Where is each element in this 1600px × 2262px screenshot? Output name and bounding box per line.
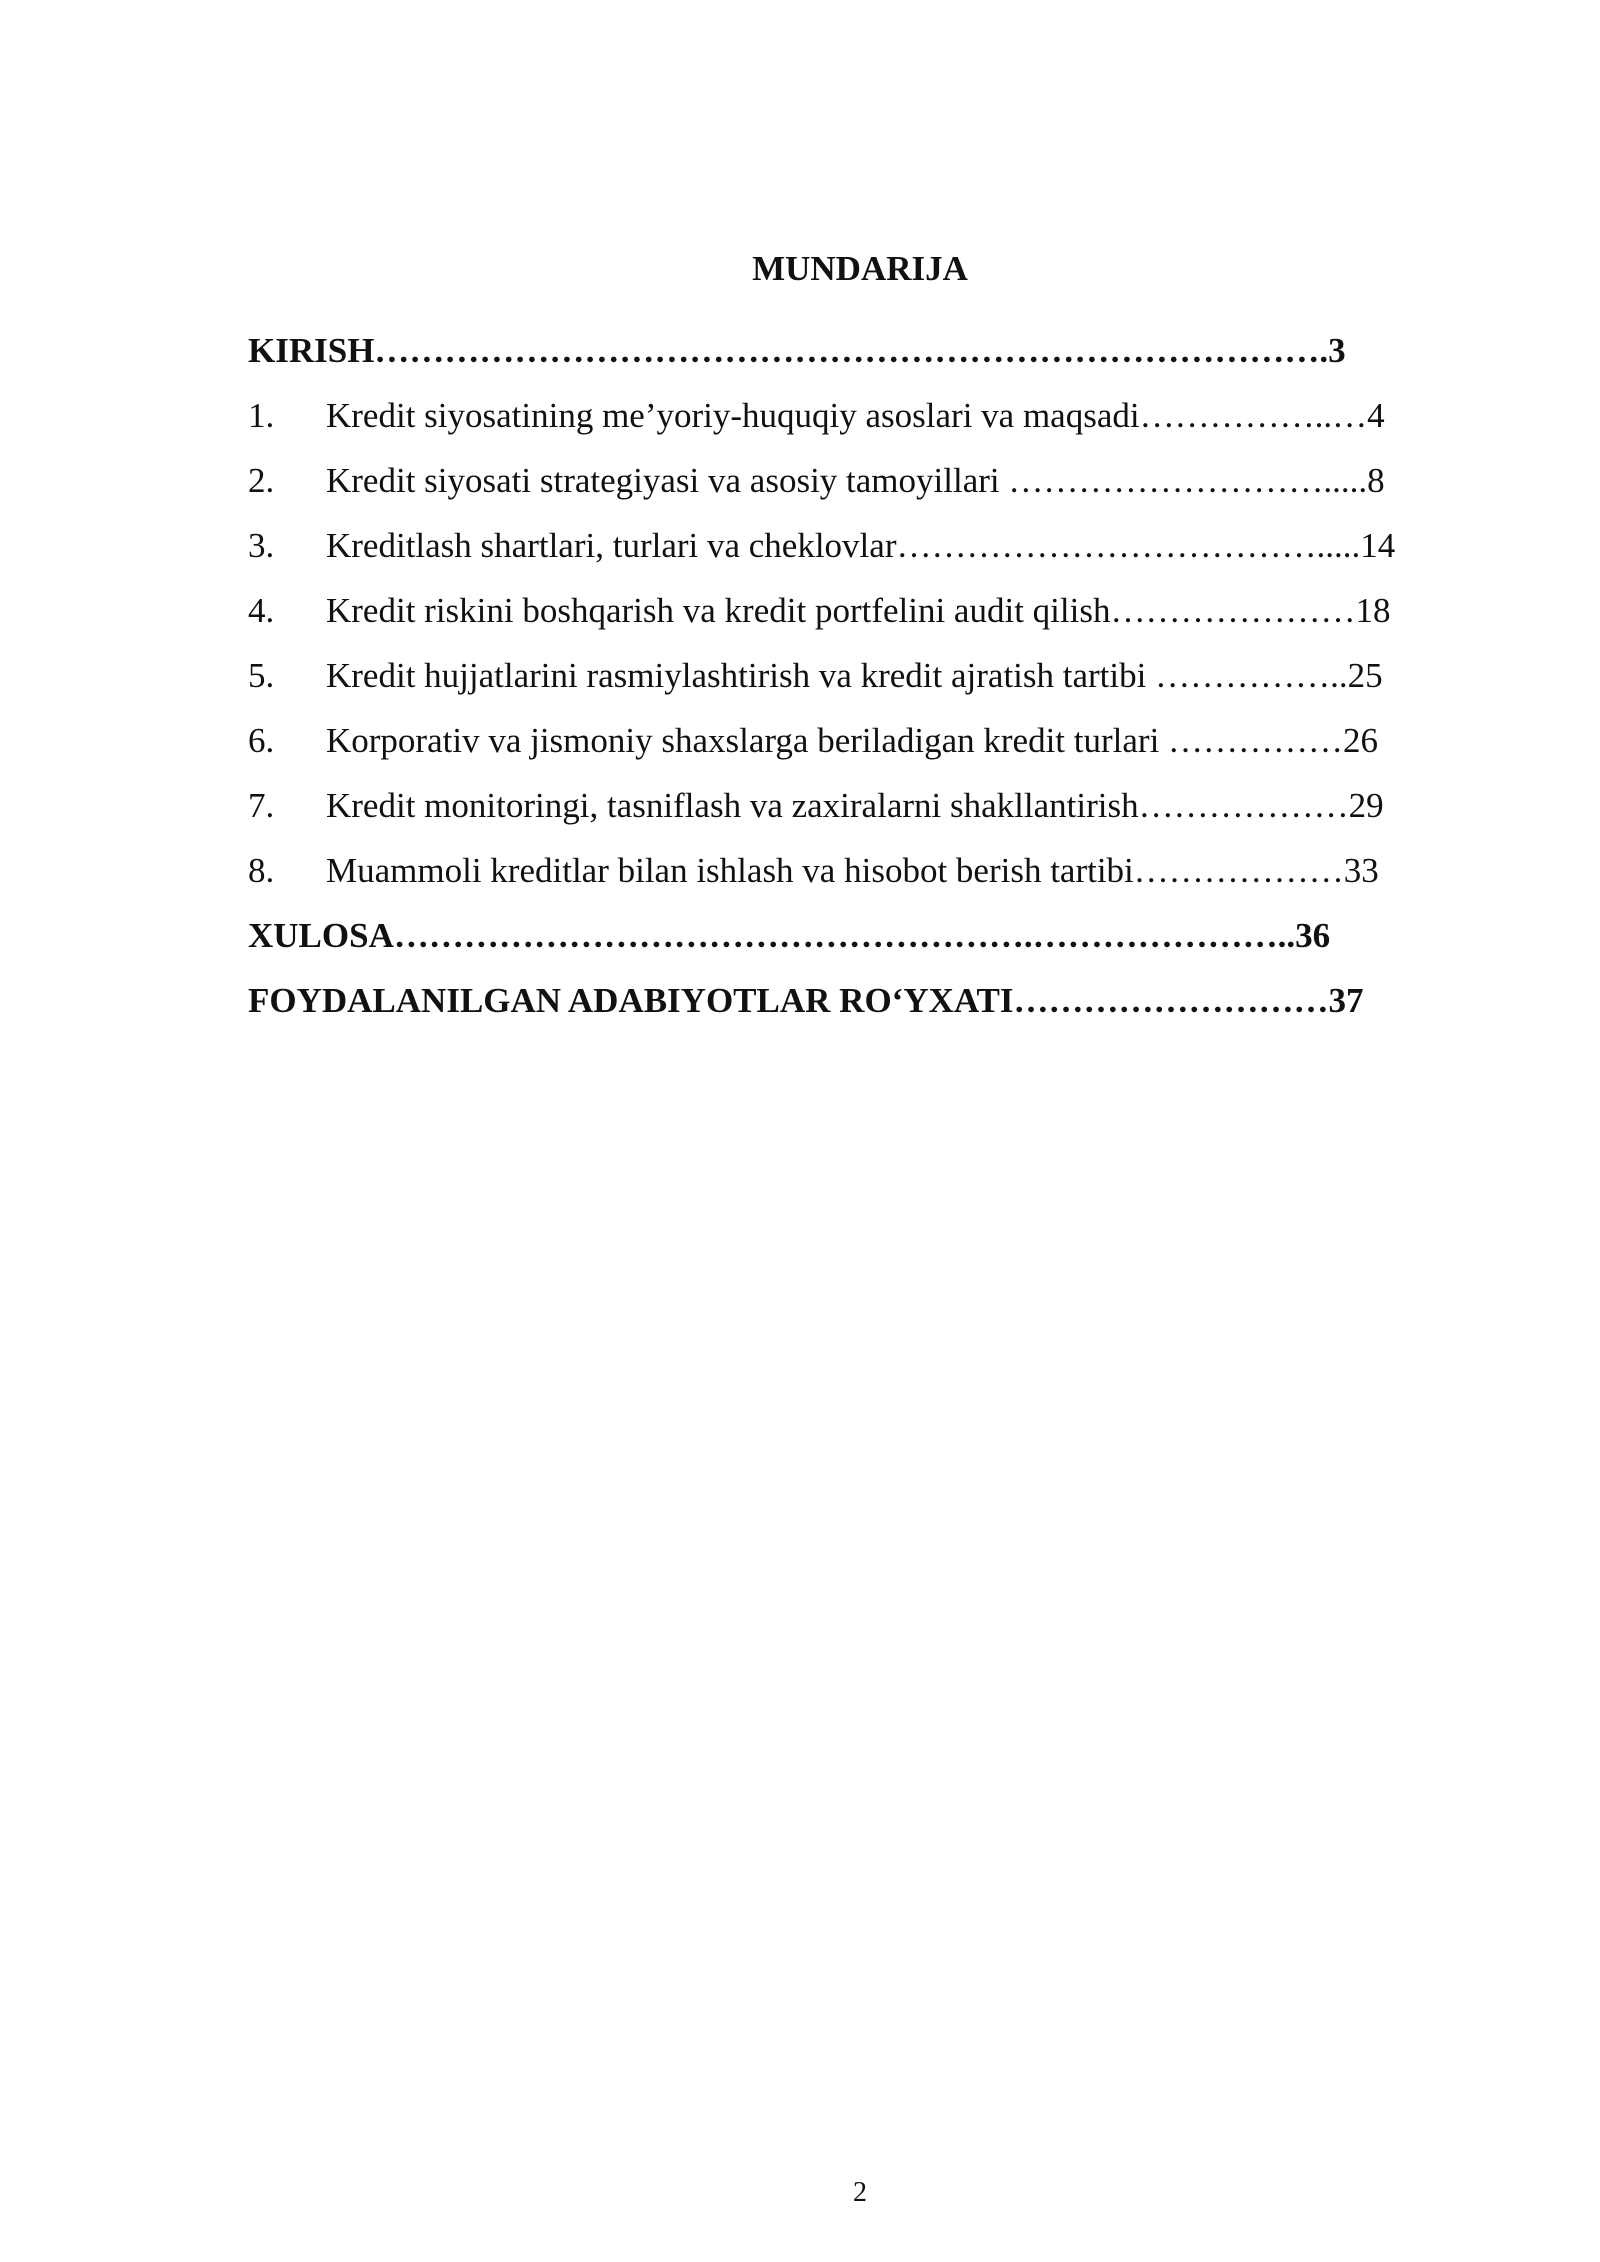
toc-entry-number: 4. [248, 591, 275, 630]
toc-entry-references [248, 980, 1364, 1022]
toc-entry-2 [248, 460, 1385, 502]
toc-entry-text: Kredit siyosatining me’yoriy-huquqiy asoslari va maqsadi……………..…4 [326, 396, 1385, 435]
toc-entry-8 [248, 850, 1379, 892]
toc-entry-number: 7. [248, 786, 275, 825]
toc-entry-number: 1. [248, 396, 275, 435]
toc-entry-number: 2. [248, 461, 275, 500]
toc-entry-number: 5. [248, 656, 275, 695]
toc-entry-text: XULOSA……………………………………………….…………………..36 [248, 916, 1331, 955]
toc-entry-4 [248, 590, 1390, 632]
toc-entry-text: Kredit monitoringi, tasniflash va zaxiralarni shakllantirish………………29 [326, 786, 1384, 825]
toc-entry-text: KIRISH……………………………………………………………………….3 [248, 331, 1346, 370]
page-number: 2 [853, 2177, 867, 2208]
toc-entry-1 [248, 395, 1385, 437]
toc-entry-kirish [248, 330, 1346, 372]
toc-entry-text: Kredit siyosati strategiyasi va asosiy tamoyillari ……………………….....8 [326, 461, 1385, 500]
toc-title: MUNDARIJA [752, 249, 968, 288]
toc-entry-text: Muammoli kreditlar bilan ishlash va hisobot berish tartibi………………33 [326, 851, 1379, 890]
toc-entry-text: Kredit riskini boshqarish va kredit portfelini audit qilish…………………18 [326, 591, 1391, 630]
toc-entry-number: 8. [248, 851, 275, 890]
toc-entry-number: 6. [248, 721, 275, 760]
toc-entry-number: 3. [248, 526, 275, 565]
toc-entry-xulosa [248, 915, 1330, 957]
toc-entry-3 [248, 525, 1395, 567]
toc-entry-text: FOYDALANILGAN ADABIYOTLAR RO‘YXATI………………………37 [248, 981, 1364, 1020]
toc-entry-7 [248, 785, 1384, 827]
toc-entry-5 [248, 655, 1383, 697]
toc-entry-text: Kreditlash shartlari, turlari va cheklovlar……………………………….....14 [326, 526, 1396, 565]
toc-entry-text: Korporativ va jismoniy shaxslarga beriladigan kredit turlari ……………26 [326, 721, 1379, 760]
toc-entry-text: Kredit hujjatlarini rasmiylashtirish va kredit ajratish tartibi ……………..25 [326, 656, 1383, 695]
toc-entry-6 [248, 720, 1378, 762]
